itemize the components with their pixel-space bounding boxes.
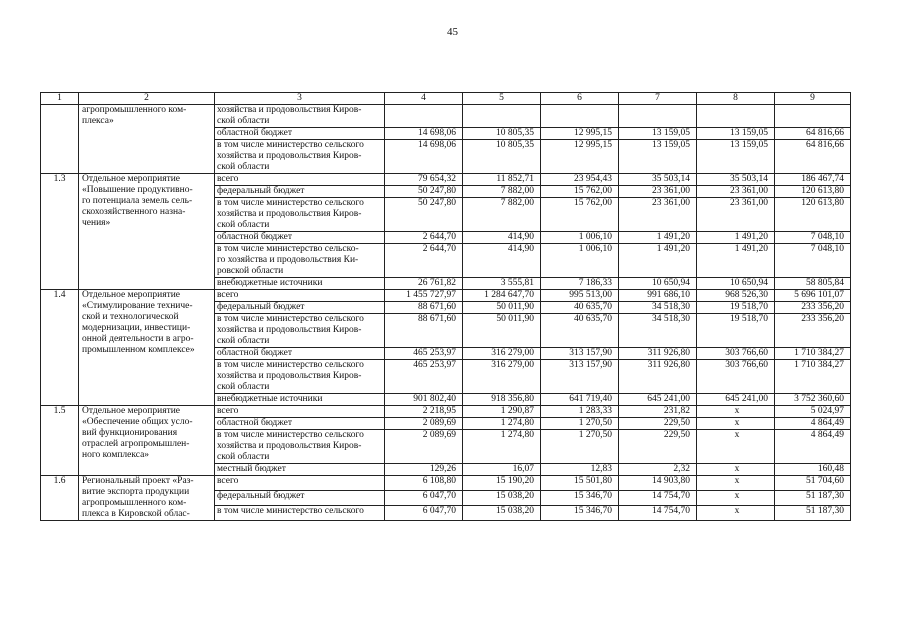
year-value: 901 802,40: [385, 394, 463, 406]
total-value: 120 613,80: [775, 186, 851, 198]
year-value: 79 654,32: [385, 174, 463, 186]
year-value: 1 270,50: [541, 430, 619, 464]
year-value: 15 346,70: [541, 506, 619, 521]
year-value: 316 279,00: [463, 360, 541, 394]
year-value: 40 635,70: [541, 314, 619, 348]
year-value: 316 279,00: [463, 348, 541, 360]
total-value: 233 356,20: [775, 302, 851, 314]
total-value: 4 864,49: [775, 418, 851, 430]
total-value: 7 048,10: [775, 244, 851, 278]
year-value: 129,26: [385, 464, 463, 476]
item-number: 1.6: [41, 476, 79, 521]
year-value: 311 926,80: [619, 360, 697, 394]
table-row: [41, 174, 851, 186]
year-value: 10 805,35: [463, 128, 541, 140]
funding-source: в том числе министерство сельского хозяйства и продовольствия Киров- ской области: [215, 360, 385, 394]
year-value: 1 491,20: [619, 244, 697, 278]
funding-source: федеральный бюджет: [215, 302, 385, 314]
year-value: 15 762,00: [541, 186, 619, 198]
funding-source: в том числе министерство сельского хозяйства и продовольствия Киров- ской области: [215, 430, 385, 464]
year-value: 50 247,80: [385, 198, 463, 232]
year-value: [463, 105, 541, 128]
funding-source: внебюджетные источники: [215, 278, 385, 290]
year-value: 968 526,30: [697, 290, 775, 302]
year-value: 50 247,80: [385, 186, 463, 198]
year-value: 2 089,69: [385, 430, 463, 464]
total-value: 51 187,30: [775, 506, 851, 521]
year-value: 7 882,00: [463, 198, 541, 232]
year-value: 918 356,80: [463, 394, 541, 406]
year-value: 1 455 727,97: [385, 290, 463, 302]
year-value: х: [697, 506, 775, 521]
year-value: 16,07: [463, 464, 541, 476]
year-value: 23 361,00: [619, 186, 697, 198]
funding-source: в том числе министерство сельского хозяйства и продовольствия Киров- ской области: [215, 314, 385, 348]
table-header-row: [41, 93, 851, 105]
year-value: 10 650,94: [619, 278, 697, 290]
year-value: 13 159,05: [697, 140, 775, 174]
year-value: 1 491,20: [697, 244, 775, 278]
year-value: 2 644,70: [385, 232, 463, 244]
total-value: 3 752 360,60: [775, 394, 851, 406]
column-header: 5: [463, 93, 541, 105]
year-value: 1 283,33: [541, 406, 619, 418]
funding-source: хозяйства и продовольствия Киров- ской области: [215, 105, 385, 128]
year-value: 23 361,00: [619, 198, 697, 232]
year-value: 313 157,90: [541, 360, 619, 394]
funding-source: всего: [215, 290, 385, 302]
budget-table: [40, 92, 851, 521]
year-value: 465 253,97: [385, 348, 463, 360]
table-row: [41, 290, 851, 302]
year-value: [619, 105, 697, 128]
year-value: 19 518,70: [697, 302, 775, 314]
total-value: 1 710 384,27: [775, 348, 851, 360]
total-value: 51 187,30: [775, 491, 851, 506]
total-value: 5 696 101,07: [775, 290, 851, 302]
year-value: 1 006,10: [541, 244, 619, 278]
item-name: Отдельное мероприятие «Обеспечение общих усло- вий функционирования отраслей агропромышлен- ного комплекса»: [79, 406, 215, 476]
column-header: 7: [619, 93, 697, 105]
total-value: 233 356,20: [775, 314, 851, 348]
total-value: 186 467,74: [775, 174, 851, 186]
funding-source: федеральный бюджет: [215, 186, 385, 198]
year-value: 1 491,20: [619, 232, 697, 244]
item-name: Региональный проект «Раз- витие экспорта продукции агропромышленного ком- плекса в Кировской облас-: [79, 476, 215, 521]
year-value: [541, 105, 619, 128]
total-value: 1 710 384,27: [775, 360, 851, 394]
year-value: 19 518,70: [697, 314, 775, 348]
total-value: 5 024,97: [775, 406, 851, 418]
funding-source: областной бюджет: [215, 418, 385, 430]
year-value: 10 650,94: [697, 278, 775, 290]
year-value: 2 089,69: [385, 418, 463, 430]
year-value: 1 284 647,70: [463, 290, 541, 302]
year-value: 23 361,00: [697, 198, 775, 232]
funding-source: областной бюджет: [215, 128, 385, 140]
year-value: 40 635,70: [541, 302, 619, 314]
column-header: 1: [41, 93, 79, 105]
year-value: 14 903,80: [619, 476, 697, 491]
year-value: 1 270,50: [541, 418, 619, 430]
year-value: 11 852,71: [463, 174, 541, 186]
funding-source: местный бюджет: [215, 464, 385, 476]
year-value: 1 274,80: [463, 430, 541, 464]
year-value: 414,90: [463, 232, 541, 244]
year-value: 2 644,70: [385, 244, 463, 278]
funding-source: федеральный бюджет: [215, 491, 385, 506]
table-row: [41, 476, 851, 491]
column-header: 4: [385, 93, 463, 105]
year-value: 13 159,05: [619, 140, 697, 174]
total-value: 7 048,10: [775, 232, 851, 244]
year-value: [385, 105, 463, 128]
year-value: 14 754,70: [619, 491, 697, 506]
year-value: 303 766,60: [697, 348, 775, 360]
year-value: 1 006,10: [541, 232, 619, 244]
year-value: 995 513,00: [541, 290, 619, 302]
year-value: 1 274,80: [463, 418, 541, 430]
total-value: 58 805,84: [775, 278, 851, 290]
total-value: 160,48: [775, 464, 851, 476]
year-value: 7 186,33: [541, 278, 619, 290]
year-value: 10 805,35: [463, 140, 541, 174]
column-header: 8: [697, 93, 775, 105]
funding-source: областной бюджет: [215, 232, 385, 244]
year-value: 645 241,00: [697, 394, 775, 406]
year-value: х: [697, 430, 775, 464]
year-value: 35 503,14: [619, 174, 697, 186]
year-value: 6 108,80: [385, 476, 463, 491]
year-value: 23 954,43: [541, 174, 619, 186]
table-row: [41, 105, 851, 128]
funding-source: всего: [215, 476, 385, 491]
year-value: 1 290,87: [463, 406, 541, 418]
year-value: 303 766,60: [697, 360, 775, 394]
column-header: 9: [775, 93, 851, 105]
year-value: 14 698,06: [385, 128, 463, 140]
year-value: 6 047,70: [385, 491, 463, 506]
item-number: 1.4: [41, 290, 79, 406]
item-number: [41, 105, 79, 174]
year-value: 34 518,30: [619, 302, 697, 314]
year-value: 15 038,20: [463, 506, 541, 521]
year-value: 991 686,10: [619, 290, 697, 302]
year-value: 2 218,95: [385, 406, 463, 418]
table-row: [41, 406, 851, 418]
year-value: 313 157,90: [541, 348, 619, 360]
year-value: х: [697, 464, 775, 476]
column-header: 3: [215, 93, 385, 105]
year-value: 14 698,06: [385, 140, 463, 174]
column-header: 6: [541, 93, 619, 105]
year-value: 34 518,30: [619, 314, 697, 348]
funding-source: всего: [215, 174, 385, 186]
year-value: 12,83: [541, 464, 619, 476]
item-number: 1.5: [41, 406, 79, 476]
year-value: 3 555,81: [463, 278, 541, 290]
year-value: 12 995,15: [541, 128, 619, 140]
total-value: 120 613,80: [775, 198, 851, 232]
year-value: 231,82: [619, 406, 697, 418]
funding-source: внебюджетные источники: [215, 394, 385, 406]
year-value: 641 719,40: [541, 394, 619, 406]
year-value: 50 011,90: [463, 302, 541, 314]
year-value: 88 671,60: [385, 302, 463, 314]
funding-source: в том числе министерство сельского хозяйства и продовольствия Киров- ской области: [215, 140, 385, 174]
total-value: 51 704,60: [775, 476, 851, 491]
funding-source: в том числе министерство сельско- го хозяйства и продовольствия Ки- ровской области: [215, 244, 385, 278]
total-value: 4 864,49: [775, 430, 851, 464]
year-value: 15 501,80: [541, 476, 619, 491]
year-value: 15 038,20: [463, 491, 541, 506]
year-value: 13 159,05: [697, 128, 775, 140]
year-value: 6 047,70: [385, 506, 463, 521]
item-name: Отдельное мероприятие «Повышение продуктивно- го потенциала земель сель- скохозяйственного назна- чения»: [79, 174, 215, 290]
funding-source: областной бюджет: [215, 348, 385, 360]
item-number: 1.3: [41, 174, 79, 290]
year-value: 14 754,70: [619, 506, 697, 521]
funding-source: всего: [215, 406, 385, 418]
item-name: агропромышленного ком- плекса»: [79, 105, 215, 174]
year-value: 13 159,05: [619, 128, 697, 140]
year-value: 2,32: [619, 464, 697, 476]
year-value: х: [697, 491, 775, 506]
year-value: 1 491,20: [697, 232, 775, 244]
year-value: 645 241,00: [619, 394, 697, 406]
year-value: х: [697, 476, 775, 491]
year-value: 26 761,82: [385, 278, 463, 290]
year-value: 465 253,97: [385, 360, 463, 394]
year-value: 414,90: [463, 244, 541, 278]
year-value: 229,50: [619, 430, 697, 464]
year-value: 50 011,90: [463, 314, 541, 348]
funding-source: в том числе министерство сельского: [215, 506, 385, 521]
year-value: 15 762,00: [541, 198, 619, 232]
total-value: 64 816,66: [775, 140, 851, 174]
year-value: 15 346,70: [541, 491, 619, 506]
year-value: 229,50: [619, 418, 697, 430]
year-value: 15 190,20: [463, 476, 541, 491]
funding-source: в том числе министерство сельского хозяйства и продовольствия Киров- ской области: [215, 198, 385, 232]
total-value: [775, 105, 851, 128]
column-header: 2: [79, 93, 215, 105]
year-value: х: [697, 418, 775, 430]
year-value: 35 503,14: [697, 174, 775, 186]
year-value: 311 926,80: [619, 348, 697, 360]
page-number: 45: [447, 26, 458, 38]
year-value: 88 671,60: [385, 314, 463, 348]
year-value: [697, 105, 775, 128]
total-value: 64 816,66: [775, 128, 851, 140]
year-value: 23 361,00: [697, 186, 775, 198]
item-name: Отдельное мероприятие «Стимулирование техниче- ской и технологической модернизации, инвестици- онной деятельности в агро- промышленном комплексе»: [79, 290, 215, 406]
year-value: 7 882,00: [463, 186, 541, 198]
year-value: х: [697, 406, 775, 418]
year-value: 12 995,15: [541, 140, 619, 174]
